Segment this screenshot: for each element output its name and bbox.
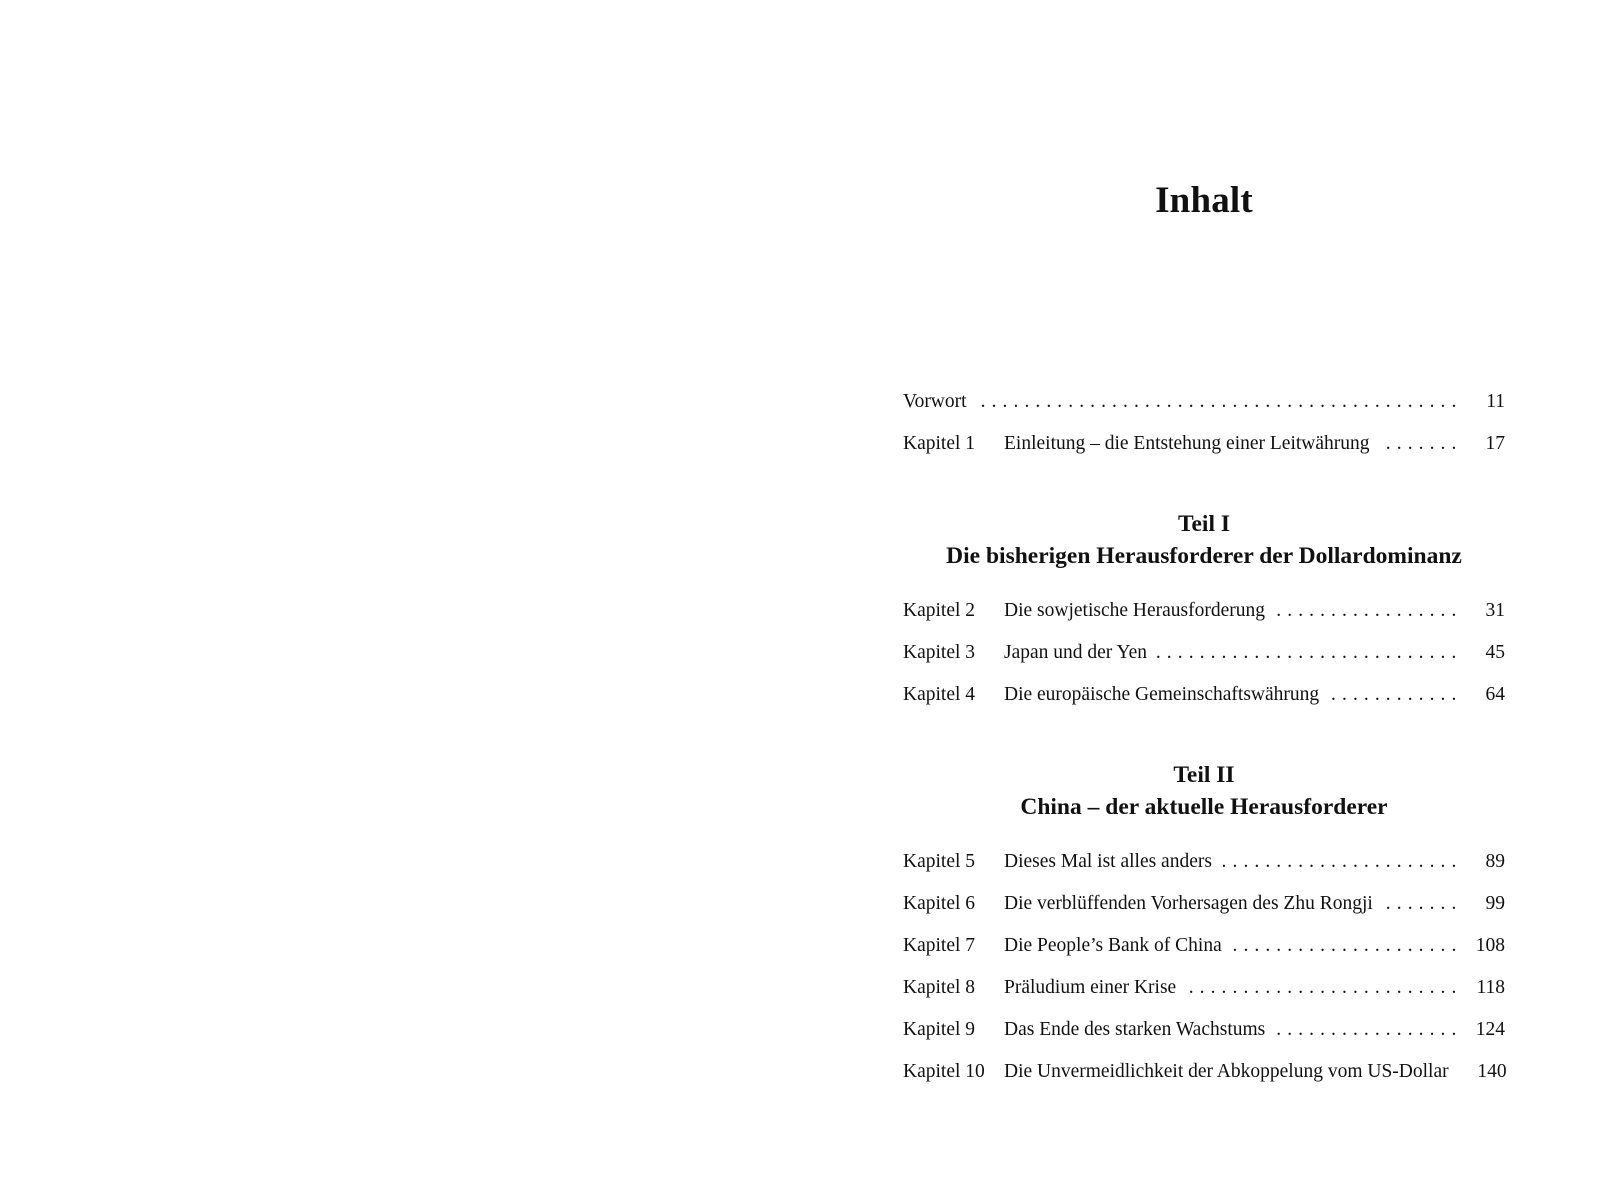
- part-title-1: Die bisherigen Herausforderer der Dollardominanz: [946, 543, 1462, 569]
- toc-leader-dots: [1383, 889, 1457, 919]
- toc-entry-page: 17: [1485, 433, 1505, 454]
- toc-entry-title: Die Unvermeidlichkeit der Abkoppelung vom US-Dollar: [1004, 1061, 1449, 1082]
- toc-entry-lead: [1004, 931, 1505, 961]
- toc-entry-number: Kapitel 2: [903, 600, 976, 621]
- toc-entry-title: Japan und der Yen: [1004, 642, 1147, 663]
- toc-entry-page: 118: [1476, 977, 1505, 998]
- toc-entry-lead: [903, 387, 1505, 417]
- toc-leader-dots: [1186, 973, 1457, 1003]
- toc-entry-lead: [1004, 973, 1505, 1003]
- toc-entry-page: 124: [1475, 1019, 1505, 1040]
- part-label-1: Teil I: [1177, 511, 1231, 537]
- toc-entry-page: 108: [1475, 935, 1505, 956]
- toc-entry-lead: [1004, 680, 1505, 710]
- part-title-2: China – der aktuelle Herausforderer: [1020, 794, 1388, 820]
- toc-leader-dots: [1232, 931, 1457, 961]
- toc-entry-number: Kapitel 9: [903, 1019, 976, 1040]
- toc-entry-page: 89: [1485, 851, 1505, 872]
- toc-entry-page: 45: [1485, 642, 1505, 663]
- toc-entry-title: Die verblüffenden Vorhersagen des Zhu Rongji: [1004, 893, 1373, 914]
- toc-entry-number: Kapitel 7: [903, 935, 976, 956]
- toc-entry-chapter-8[interactable]: [903, 973, 1505, 1003]
- toc-entry-page: 64: [1485, 684, 1505, 705]
- toc-entry-lead: [1004, 596, 1505, 626]
- toc-entry-title: Präludium einer Krise: [1004, 977, 1177, 998]
- toc-entry-page: 99: [1485, 893, 1505, 914]
- toc-entry-lead: [1004, 889, 1505, 919]
- toc-entry-number: Kapitel 5: [903, 851, 976, 872]
- toc-entry-number: Kapitel 8: [903, 977, 976, 998]
- toc-leader-dots: [1275, 596, 1457, 626]
- toc-leader-dots: [1222, 847, 1457, 877]
- toc-entry-title: Die People’s Bank of China: [1004, 935, 1222, 956]
- toc-entry-chapter-7[interactable]: [903, 931, 1505, 961]
- part-label-2: Teil II: [1173, 762, 1235, 788]
- toc-entry-chapter-4[interactable]: [903, 680, 1505, 710]
- toc-entry-chapter-10[interactable]: [903, 1057, 1505, 1087]
- toc-page: [903, 0, 1505, 1186]
- toc-entry-number: Kapitel 1: [903, 433, 976, 454]
- toc-entry-title: Die sowjetische Herausforderung: [1004, 600, 1265, 621]
- toc-leader-dots: [977, 387, 1457, 417]
- toc-leader-dots: [1380, 429, 1457, 459]
- toc-entry-lead: [1004, 847, 1505, 877]
- toc-entry-chapter-2[interactable]: [903, 596, 1505, 626]
- toc-entry-number: Kapitel 10: [903, 1061, 985, 1082]
- toc-entry-page: 11: [1486, 391, 1505, 412]
- toc-entry-title: Vorwort: [903, 391, 967, 412]
- toc-entry-lead: [1004, 429, 1505, 459]
- toc-entry-page: 140: [1477, 1061, 1507, 1082]
- toc-leader-dots: [1275, 1015, 1457, 1045]
- toc-entry-vorwort[interactable]: [903, 387, 1505, 417]
- toc-entry-chapter-6[interactable]: [903, 889, 1505, 919]
- toc-entry-lead: [1004, 1015, 1505, 1045]
- toc-entry-lead: [1004, 1057, 1505, 1087]
- toc-entry-lead: [1004, 638, 1505, 668]
- toc-title: Inhalt: [1155, 180, 1253, 221]
- toc-entry-number: Kapitel 4: [903, 684, 976, 705]
- toc-leader-dots: [1157, 638, 1457, 668]
- toc-entry-page: 31: [1485, 600, 1505, 621]
- toc-entry-number: Kapitel 6: [903, 893, 976, 914]
- toc-entry-chapter-3[interactable]: [903, 638, 1505, 668]
- toc-entry-chapter-5[interactable]: [903, 847, 1505, 877]
- toc-entry-chapter-9[interactable]: [903, 1015, 1505, 1045]
- toc-entry-title: Das Ende des starken Wachstums: [1004, 1019, 1266, 1040]
- toc-entry-title: Dieses Mal ist alles anders: [1004, 851, 1212, 872]
- toc-entry-title: Einleitung – die Entstehung einer Leitwährung: [1004, 433, 1370, 454]
- toc-entry-number: Kapitel 3: [903, 642, 976, 663]
- toc-entry-title: Die europäische Gemeinschaftswährung: [1004, 684, 1320, 705]
- toc-entry-chapter-1[interactable]: [903, 429, 1505, 459]
- toc-leader-dots: [1329, 680, 1457, 710]
